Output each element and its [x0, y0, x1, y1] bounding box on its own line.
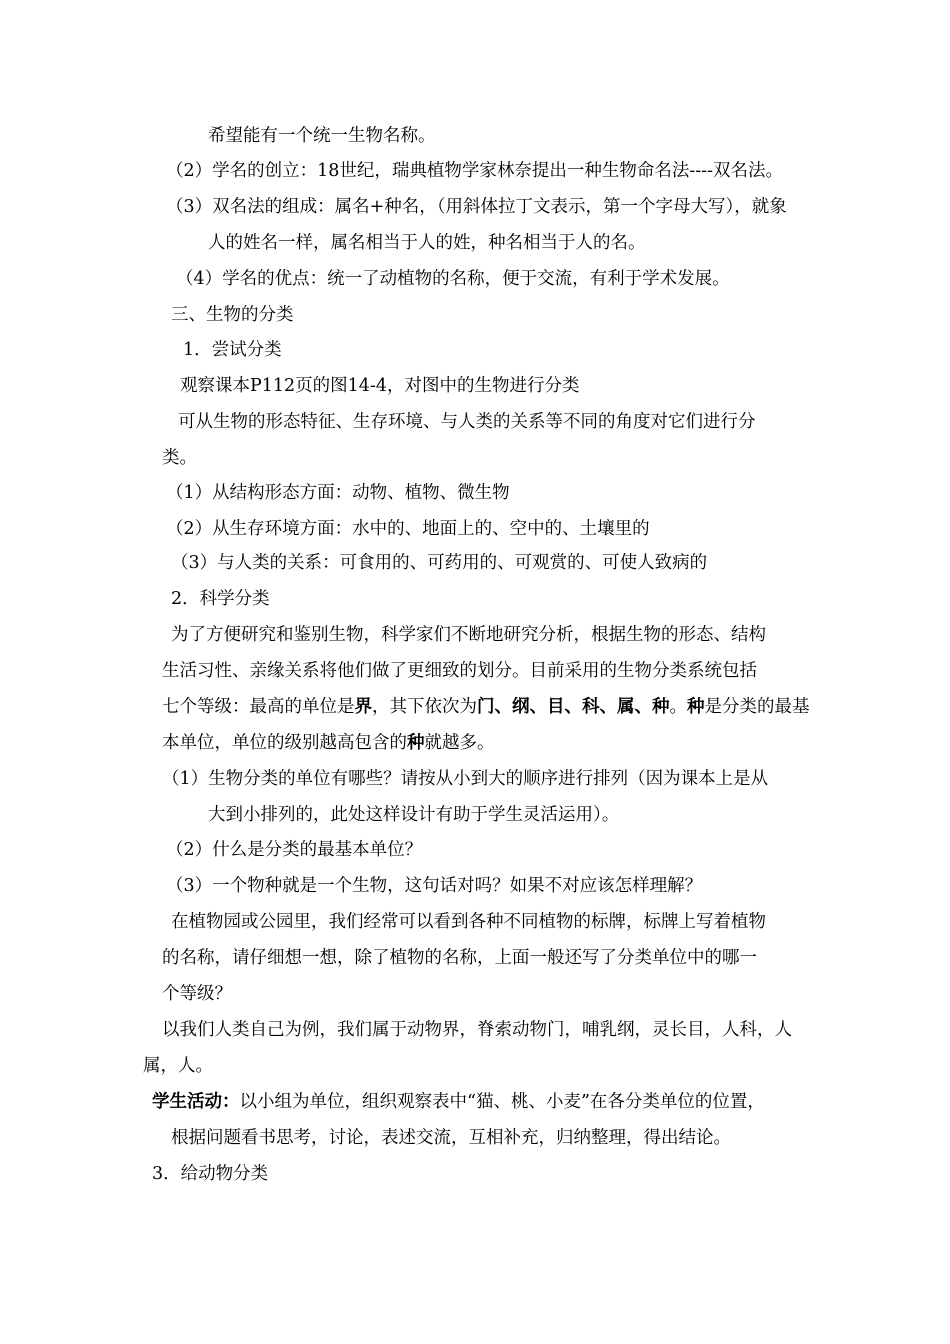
text-line: 在植物园或公园里，我们经常可以看到各种不同植物的标牌，标牌上写着植物 [171, 912, 766, 932]
text-line: 以我们人类自己为例，我们属于动物界，脊索动物门，哺乳纲，灵长目，人科，人 [162, 1020, 792, 1040]
text-line: （4）学名的优点：统一了动植物的名称，便于交流，有利于学术发展。 [176, 269, 730, 289]
text-line: 类。 [162, 448, 197, 468]
bold-term: 种 [687, 697, 705, 717]
text-line: 个等级？ [162, 984, 232, 1004]
subsection-heading: 2．科学分类 [171, 589, 270, 609]
text-line: 人的姓名一样，属名相当于人的姓，种名相当于人的名。 [208, 233, 646, 253]
text-line [162, 695, 810, 719]
text-line: 为了方便研究和鉴别生物，科学家们不断地研究分析，根据生物的形态、结构 [171, 625, 766, 645]
text-run: 。 [669, 697, 687, 717]
text-line: 生活习性、亲缘关系将他们做了更细致的划分。目前采用的生物分类系统包括 [162, 661, 757, 681]
text-line: 希望能有一个统一生物名称。 [208, 126, 436, 146]
text-run: 本单位，单位的级别越高包含的 [162, 733, 407, 753]
text-run: 以小组为单位，组织观察表中“猫、桃、小麦”在各分类单位的位置， [239, 1092, 765, 1112]
text-line: （2）什么是分类的最基本单位？ [166, 840, 423, 860]
text-line: （3）双名法的组成：属名+种名，（用斜体拉丁文表示，第一个字母大写），就象 [166, 197, 787, 217]
bold-term: 门、纲、目、科、属、种 [477, 697, 670, 717]
subsection-heading: 1．尝试分类 [183, 340, 282, 360]
text-line: （2）学名的创立：18世纪，瑞典植物学家林奈提出一种生物命名法----双名法。 [166, 161, 784, 181]
bold-term: 学生活动： [152, 1092, 240, 1112]
text-line: 根据问题看书思考，讨论，表述交流，互相补充，归纳整理，得出结论。 [171, 1128, 731, 1148]
text-line: 大到小排列的，此处这样设计有助于学生灵活运用）。 [208, 805, 620, 825]
text-line: （3）与人类的关系：可食用的、可药用的、可观赏的、可使人致病的 [171, 553, 708, 573]
text-line: 可从生物的形态特征、生存环境、与人类的关系等不同的角度对它们进行分 [178, 412, 756, 432]
text-line: （3）一个物种就是一个生物，这句话对吗？如果不对应该怎样理解？ [166, 876, 703, 896]
text-run: 是分类的最基 [704, 697, 810, 717]
text-line: 属，人。 [143, 1056, 213, 1076]
subsection-heading: 3．给动物分类 [152, 1164, 269, 1184]
bold-term: 界 [354, 697, 372, 717]
text-line: （2）从生存环境方面：水中的、地面上的、空中的、土壤里的 [166, 519, 650, 539]
text-line: 观察课本P112页的图14-4，对图中的生物进行分类 [180, 376, 580, 396]
text-run: 就越多。 [424, 733, 495, 753]
text-run: ，其下依次为 [372, 697, 477, 717]
bold-term: 种 [407, 733, 425, 753]
text-run: 七个等级：最高的单位是 [162, 697, 355, 717]
text-line: （1）从结构形态方面：动物、植物、微生物 [166, 483, 510, 503]
text-line: 的名称，请仔细想一想，除了植物的名称，上面一般还写了分类单位中的哪一 [162, 948, 757, 968]
text-line [162, 731, 495, 755]
text-line [152, 1090, 765, 1114]
section-heading: 三、生物的分类 [171, 305, 294, 325]
text-line: （1）生物分类的单位有哪些？请按从小到大的顺序进行排列（因为课本上是从 [162, 769, 769, 789]
